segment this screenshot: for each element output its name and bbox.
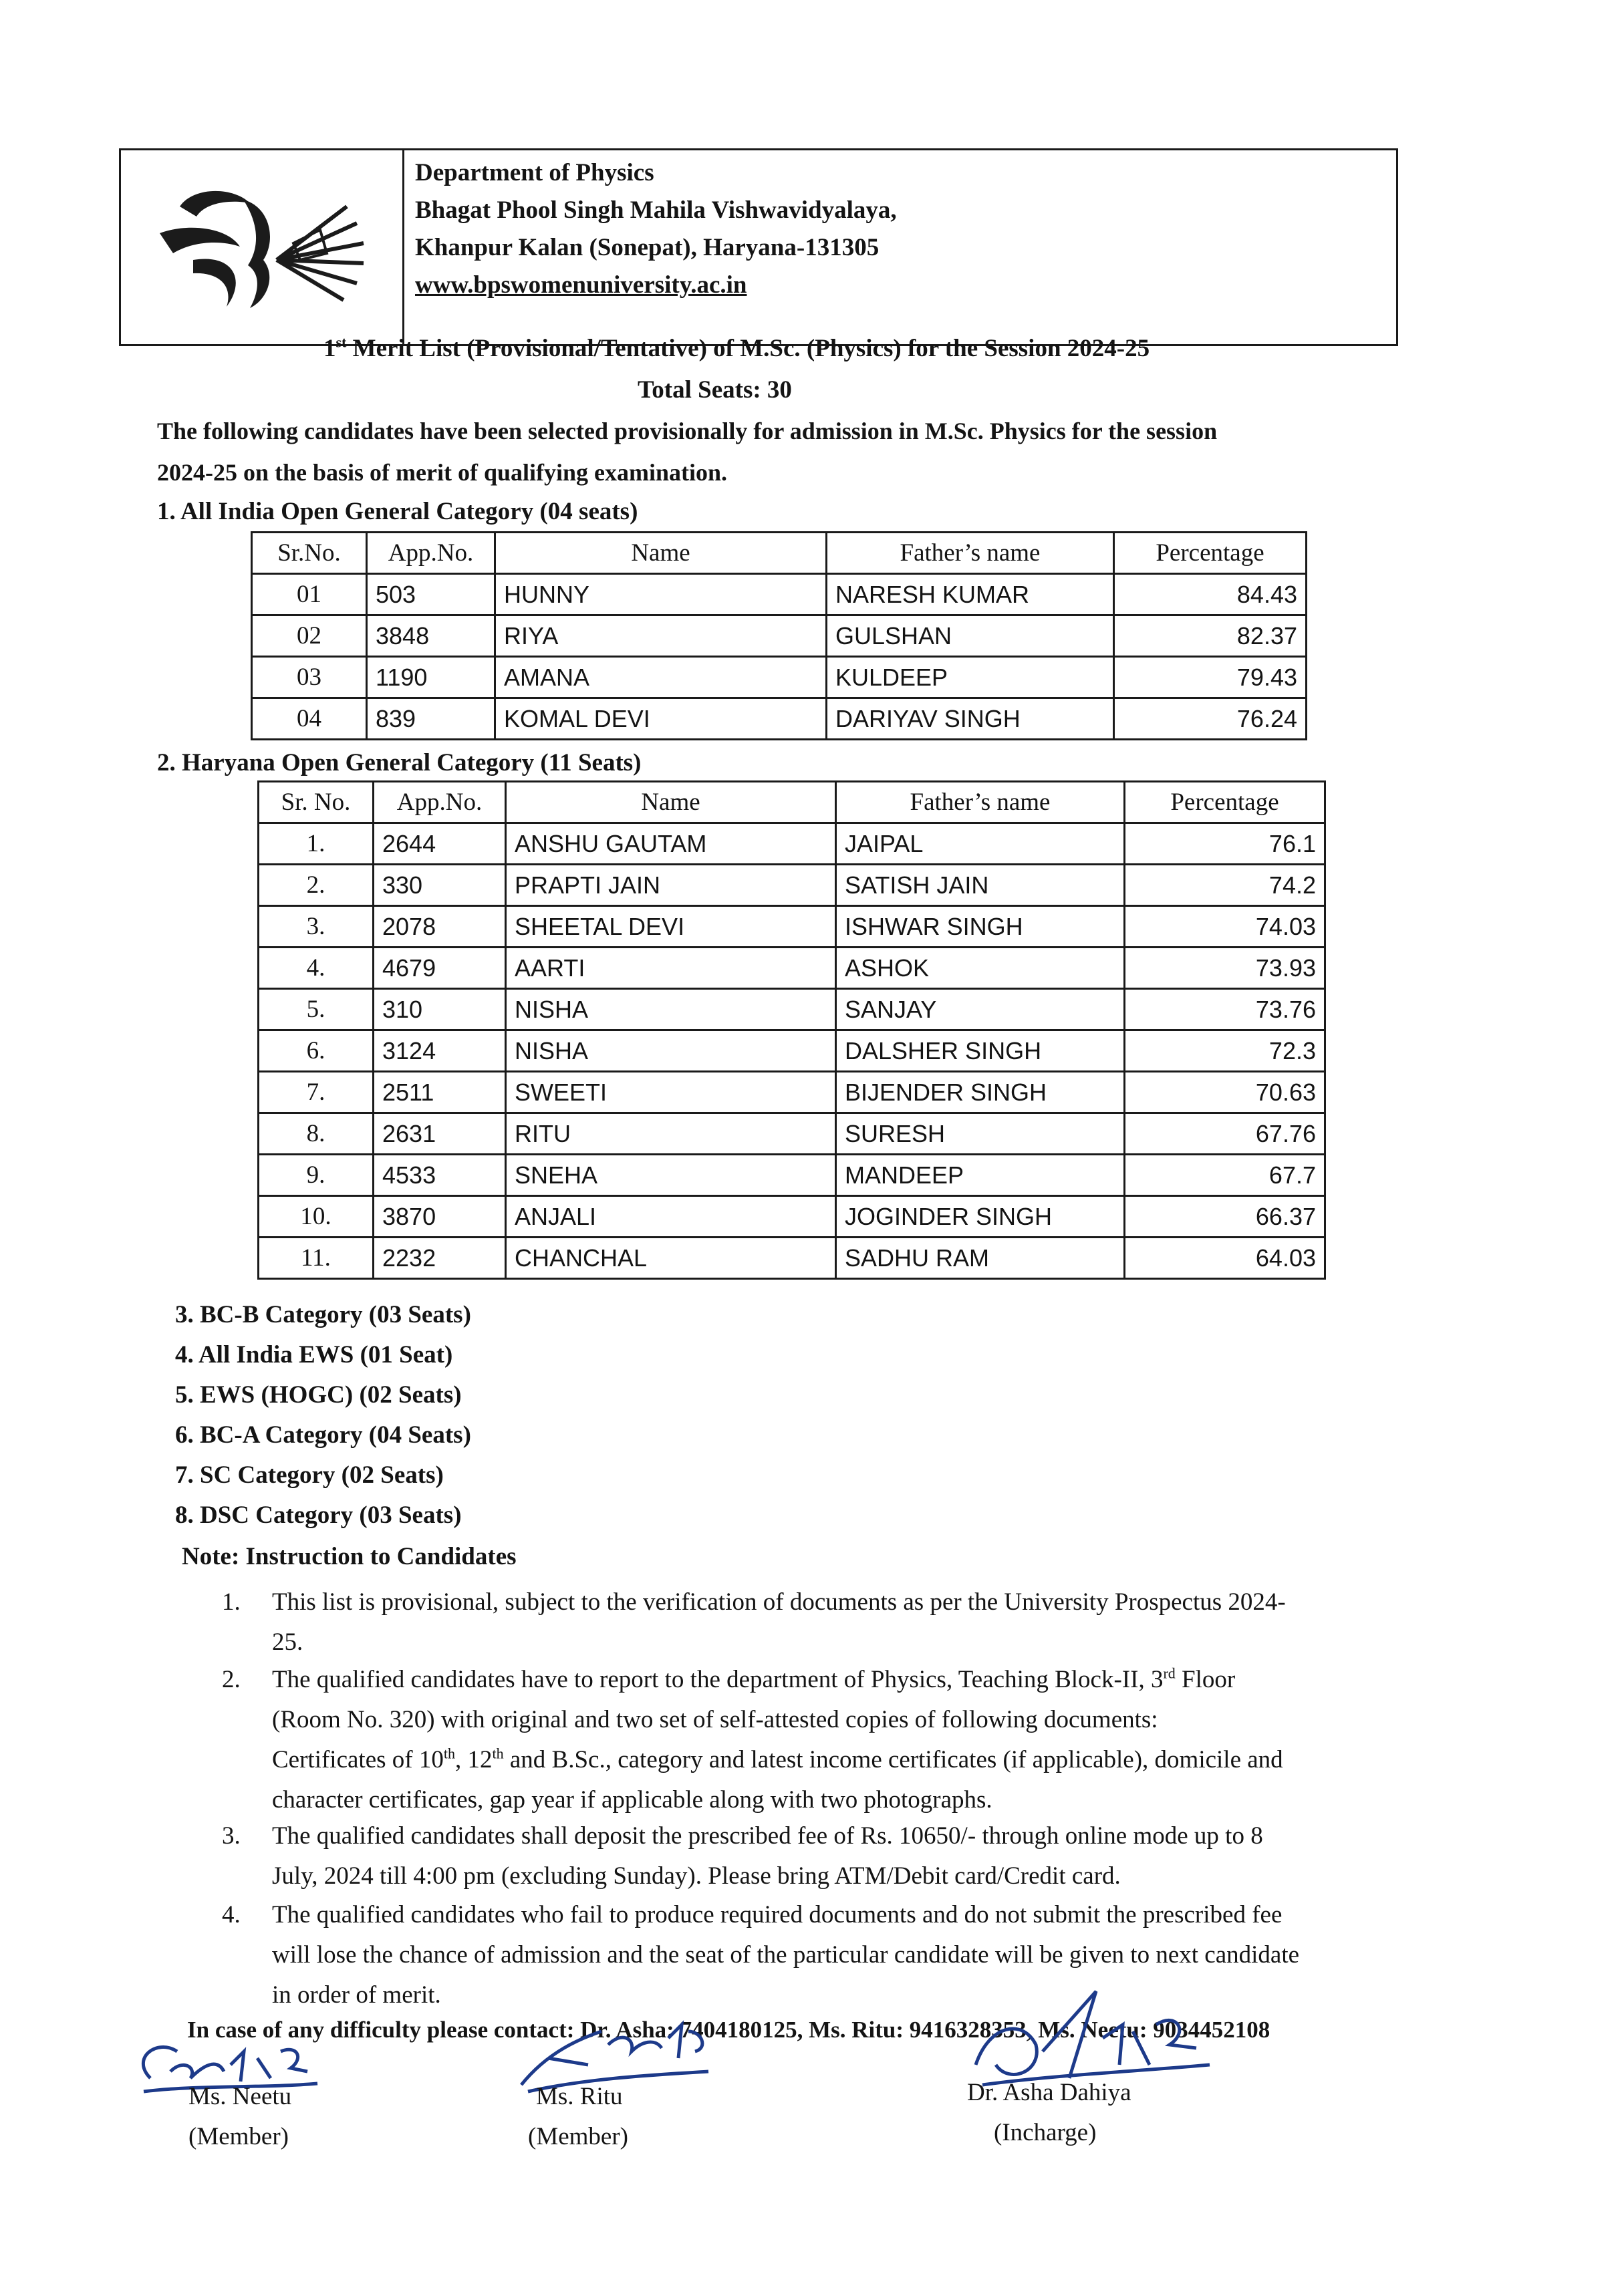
- column-header: Father’s name: [836, 782, 1125, 823]
- university-website-link[interactable]: www.bpswomenuniversity.ac.in: [415, 271, 747, 299]
- app-no-cell: 4679: [374, 948, 506, 989]
- column-header: Name: [506, 782, 836, 823]
- table-row: [252, 574, 1307, 615]
- note-text: This list is provisional, subject to the verification of documents as per the University Prospectus 2024- 25.: [272, 1588, 1286, 1656]
- letterhead-box: [119, 148, 1398, 346]
- father-name-cell: BIJENDER SINGH: [836, 1072, 1125, 1113]
- candidate-name-cell: SHEETAL DEVI: [506, 906, 836, 948]
- column-header: Percentage: [1125, 782, 1325, 823]
- candidate-name-cell: AMANA: [495, 657, 827, 698]
- note-number: 3.: [222, 1822, 241, 1850]
- percentage-cell: 74.03: [1125, 906, 1325, 948]
- category-item: 7. SC Category (02 Seats): [175, 1461, 444, 1489]
- column-header: Sr. No.: [259, 782, 374, 823]
- candidate-name-cell: ANSHU GAUTAM: [506, 823, 836, 865]
- university-address: Khanpur Kalan (Sonepat), Haryana-131305: [415, 234, 880, 261]
- father-name-cell: JAIPAL: [836, 823, 1125, 865]
- title-text: Merit List (Provisional/Tentative) of M.Sc. (Physics) for the Session 2024-25: [346, 335, 1150, 362]
- column-header: Father’s name: [827, 533, 1114, 574]
- category-item: 4. All India EWS (01 Seat): [175, 1341, 453, 1369]
- candidate-name-cell: SWEETI: [506, 1072, 836, 1113]
- intro-line-2: 2024-25 on the basis of merit of qualifying examination.: [157, 459, 728, 486]
- table-row: [252, 615, 1307, 657]
- app-no-cell: 2644: [374, 823, 506, 865]
- father-name-cell: ISHWAR SINGH: [836, 906, 1125, 948]
- percentage-cell: 84.43: [1114, 574, 1307, 615]
- sr-no-cell: 8.: [259, 1113, 374, 1155]
- all-india-merit-table: [251, 531, 1307, 740]
- signatory-name: Ms. Ritu: [536, 2083, 623, 2110]
- contact-line: In case of any difficulty please contact: Dr. Asha: 7404180125, Ms. Ritu: 9416328353, Ms. Neetu: 9034452108: [187, 2017, 1270, 2043]
- percentage-cell: 76.1: [1125, 823, 1325, 865]
- department-name: Department of Physics: [415, 159, 654, 186]
- table-row: [259, 1072, 1325, 1113]
- candidate-name-cell: RIYA: [495, 615, 827, 657]
- sr-no-cell: 7.: [259, 1072, 374, 1113]
- section-2-heading: 2. Haryana Open General Category (11 Seats): [157, 749, 642, 776]
- candidate-name-cell: NISHA: [506, 1030, 836, 1072]
- table-row: [259, 823, 1325, 865]
- candidate-name-cell: SNEHA: [506, 1155, 836, 1196]
- table-row: [252, 657, 1307, 698]
- other-categories-list: [175, 1295, 471, 1536]
- note-number: 4.: [222, 1901, 241, 1928]
- percentage-cell: 67.76: [1125, 1113, 1325, 1155]
- app-no-cell: 503: [367, 574, 495, 615]
- app-no-cell: 310: [374, 989, 506, 1030]
- column-header: Name: [495, 533, 827, 574]
- university-name: Bhagat Phool Singh Mahila Vishwavidyalaya,: [415, 196, 897, 224]
- table-header-row: [252, 533, 1307, 574]
- app-no-cell: 2511: [374, 1072, 506, 1113]
- percentage-cell: 66.37: [1125, 1196, 1325, 1238]
- sr-no-cell: 6.: [259, 1030, 374, 1072]
- note-text: The qualified candidates shall deposit the prescribed fee of Rs. 10650/- through online mode up to 8 July, 2024 till 4:00 pm (excluding Sunday). Please bring ATM/Debit card/Credit card.: [272, 1822, 1263, 1890]
- sr-no-cell: 01: [252, 574, 367, 615]
- table-row: [259, 1196, 1325, 1238]
- father-name-cell: JOGINDER SINGH: [836, 1196, 1125, 1238]
- haryana-merit-table: [257, 780, 1326, 1280]
- candidate-name-cell: KOMAL DEVI: [495, 698, 827, 740]
- app-no-cell: 2631: [374, 1113, 506, 1155]
- note-number: 2.: [222, 1666, 241, 1693]
- table-row: [259, 989, 1325, 1030]
- sr-no-cell: 4.: [259, 948, 374, 989]
- percentage-cell: 79.43: [1114, 657, 1307, 698]
- sr-no-cell: 1.: [259, 823, 374, 865]
- notes-heading: Note: Instruction to Candidates: [182, 1543, 517, 1570]
- percentage-cell: 73.93: [1125, 948, 1325, 989]
- candidate-name-cell: NISHA: [506, 989, 836, 1030]
- note-number: 1.: [222, 1588, 241, 1616]
- father-name-cell: SANJAY: [836, 989, 1125, 1030]
- app-no-cell: 3848: [367, 615, 495, 657]
- category-item: 3. BC-B Category (03 Seats): [175, 1301, 471, 1328]
- signatory-role: (Member): [528, 2123, 628, 2150]
- percentage-cell: 67.7: [1125, 1155, 1325, 1196]
- table-row: [259, 1155, 1325, 1196]
- letterhead-text: [415, 154, 897, 304]
- logo-cell: [121, 150, 404, 344]
- university-logo-icon: [133, 160, 394, 337]
- table-row: [259, 906, 1325, 948]
- percentage-cell: 74.2: [1125, 865, 1325, 906]
- percentage-cell: 72.3: [1125, 1030, 1325, 1072]
- app-no-cell: 3124: [374, 1030, 506, 1072]
- father-name-cell: SATISH JAIN: [836, 865, 1125, 906]
- candidate-name-cell: AARTI: [506, 948, 836, 989]
- father-name-cell: SADHU RAM: [836, 1238, 1125, 1279]
- candidate-name-cell: PRAPTI JAIN: [506, 865, 836, 906]
- father-name-cell: GULSHAN: [827, 615, 1114, 657]
- section-1-heading: 1. All India Open General Category (04 seats): [157, 498, 638, 525]
- percentage-cell: 70.63: [1125, 1072, 1325, 1113]
- app-no-cell: 1190: [367, 657, 495, 698]
- father-name-cell: KULDEEP: [827, 657, 1114, 698]
- table-row: [252, 698, 1307, 740]
- father-name-cell: ASHOK: [836, 948, 1125, 989]
- note-text: The qualified candidates have to report to the department of Physics, Teaching Block-II, 3rd Floor (Room No. 320) with original and two set of self-attested copies of following documents: Certificates of 10th, 12th and B.Sc., category and latest income certificates (if applicable), domicile and character certificates, gap year if applicable along with two photographs.: [272, 1665, 1283, 1814]
- percentage-cell: 64.03: [1125, 1238, 1325, 1279]
- table-header-row: [259, 782, 1325, 823]
- candidate-name-cell: HUNNY: [495, 574, 827, 615]
- category-item: 5. EWS (HOGC) (02 Seats): [175, 1381, 462, 1409]
- sr-no-cell: 9.: [259, 1155, 374, 1196]
- father-name-cell: SURESH: [836, 1113, 1125, 1155]
- sr-no-cell: 3.: [259, 906, 374, 948]
- merit-list-title: [323, 334, 1150, 363]
- total-seats: Total Seats: 30: [638, 376, 792, 404]
- table-row: [259, 865, 1325, 906]
- note-text: The qualified candidates who fail to produce required documents and do not submit the prescribed fee will lose the chance of admission and the seat of the particular candidate will be given to next candidate in order of merit.: [272, 1901, 1300, 2009]
- table-row: [259, 1030, 1325, 1072]
- percentage-cell: 73.76: [1125, 989, 1325, 1030]
- father-name-cell: DARIYAV SINGH: [827, 698, 1114, 740]
- table-row: [259, 948, 1325, 989]
- intro-line-1: The following candidates have been selected provisionally for admission in M.Sc. Physics for the session: [157, 418, 1218, 444]
- table-row: [259, 1238, 1325, 1279]
- column-header: Percentage: [1114, 533, 1307, 574]
- column-header: Sr.No.: [252, 533, 367, 574]
- sr-no-cell: 02: [252, 615, 367, 657]
- intro-paragraph: [157, 410, 1217, 493]
- column-header: App.No.: [367, 533, 495, 574]
- category-item: 8. DSC Category (03 Seats): [175, 1501, 462, 1529]
- signatory-role: (Member): [188, 2123, 289, 2150]
- title-ordinal-suffix: st: [335, 333, 347, 351]
- sr-no-cell: 2.: [259, 865, 374, 906]
- table-row: [259, 1113, 1325, 1155]
- percentage-cell: 82.37: [1114, 615, 1307, 657]
- app-no-cell: 4533: [374, 1155, 506, 1196]
- app-no-cell: 330: [374, 865, 506, 906]
- category-item: 6. BC-A Category (04 Seats): [175, 1421, 471, 1449]
- father-name-cell: NARESH KUMAR: [827, 574, 1114, 615]
- father-name-cell: MANDEEP: [836, 1155, 1125, 1196]
- candidate-name-cell: ANJALI: [506, 1196, 836, 1238]
- app-no-cell: 3870: [374, 1196, 506, 1238]
- candidate-name-cell: CHANCHAL: [506, 1238, 836, 1279]
- sr-no-cell: 03: [252, 657, 367, 698]
- signatory-name: Ms. Neetu: [188, 2083, 292, 2110]
- signatory-name: Dr. Asha Dahiya: [967, 2079, 1131, 2106]
- candidate-name-cell: RITU: [506, 1113, 836, 1155]
- signatory-role: (Incharge): [994, 2119, 1097, 2146]
- father-name-cell: DALSHER SINGH: [836, 1030, 1125, 1072]
- sr-no-cell: 04: [252, 698, 367, 740]
- app-no-cell: 2232: [374, 1238, 506, 1279]
- sr-no-cell: 5.: [259, 989, 374, 1030]
- column-header: App.No.: [374, 782, 506, 823]
- title-ordinal: 1: [323, 335, 336, 362]
- sr-no-cell: 11.: [259, 1238, 374, 1279]
- sr-no-cell: 10.: [259, 1196, 374, 1238]
- app-no-cell: 839: [367, 698, 495, 740]
- app-no-cell: 2078: [374, 906, 506, 948]
- percentage-cell: 76.24: [1114, 698, 1307, 740]
